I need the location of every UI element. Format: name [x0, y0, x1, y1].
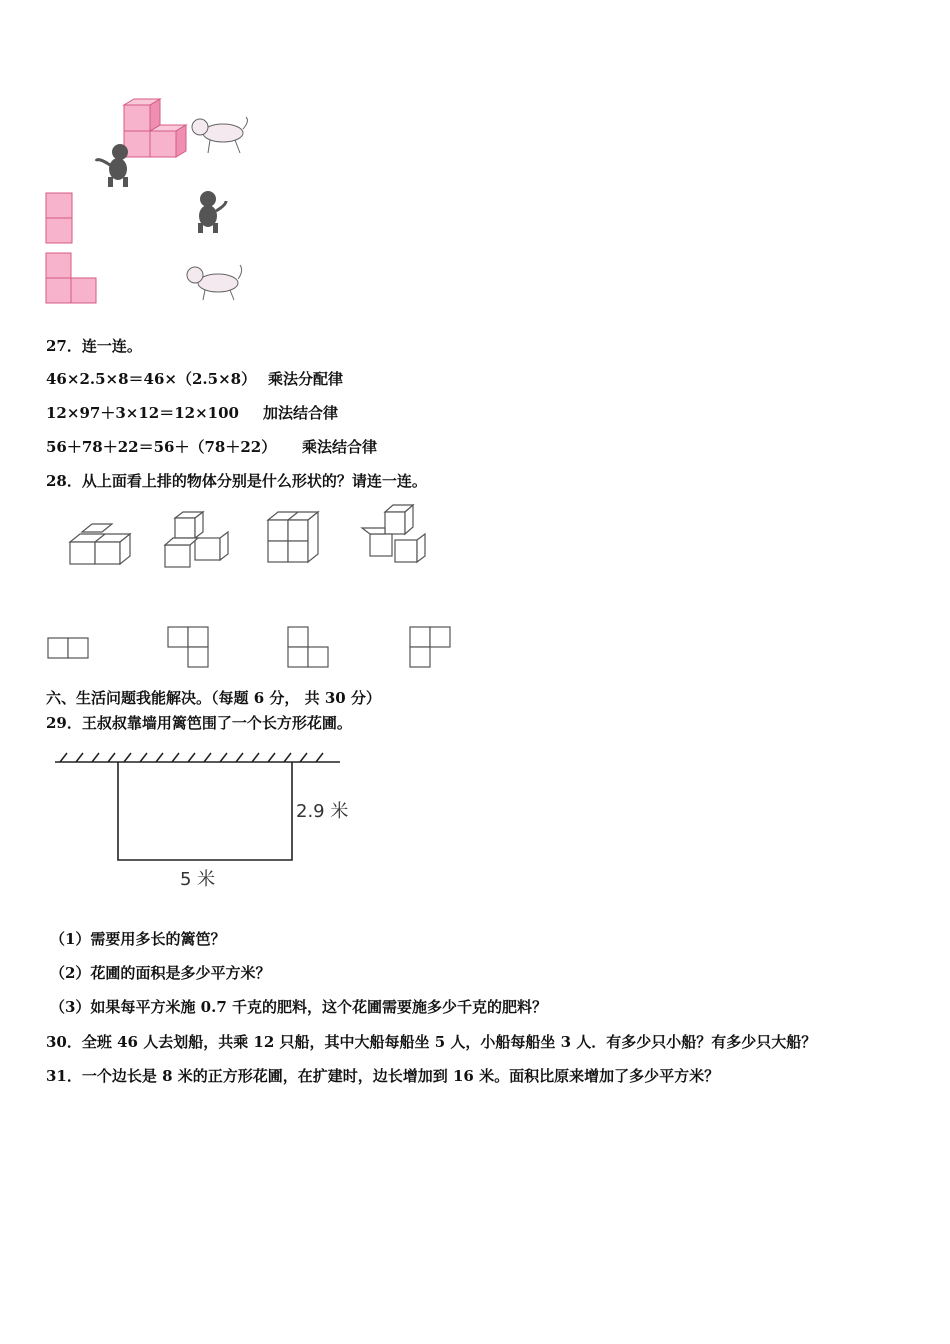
q30-text: 30．全班 46 人去划船，共乘 12 只船，其中大船每船坐 5 人，小船每船坐 3 人．有多少只小船？有多少只大船？ — [46, 1033, 817, 1051]
q28-title: 28．从上面看上排的物体分别是什么形状的？请连一连。 — [46, 472, 427, 490]
q29-sub1: （1）需要用多长的篱笆？ — [50, 930, 226, 948]
view-option-b — [46, 253, 96, 303]
fence-diagram — [50, 745, 370, 895]
q27-title: 27．连一连。 — [46, 337, 142, 355]
wall-line — [55, 753, 340, 762]
cube-stack-illustration — [40, 95, 260, 310]
monkey-icon — [96, 144, 128, 187]
q27-row1-left: 46×2.5×8＝46×（2.5×8） — [46, 370, 257, 388]
object-3 — [268, 512, 318, 562]
view-option-a — [46, 193, 72, 243]
q29-title: 29．王叔叔靠墙用篱笆围了一个长方形花圃。 — [46, 714, 352, 732]
top-view-b — [168, 627, 208, 667]
monkey-icon-right — [198, 191, 226, 233]
q27-row3-left: 56＋78＋22＝56＋（78＋22） — [46, 438, 277, 456]
q28-figure — [40, 500, 470, 675]
height-label: 2.9 米 — [296, 801, 349, 822]
top-view-c — [288, 627, 328, 667]
cube-view-figure — [40, 95, 260, 310]
dog-icon-bottom — [187, 265, 242, 300]
top-view-d — [410, 627, 450, 667]
object-4 — [362, 505, 425, 562]
garden-rectangle — [118, 762, 292, 860]
q29-sub2: （2）花圃的面积是多少平方米？ — [50, 964, 271, 982]
dog-icon — [192, 117, 247, 153]
pink-cube-stack — [124, 99, 186, 157]
q28-cube-drawings — [40, 500, 470, 675]
q31-text: 31．一个边长是 8 米的正方形花圃，在扩建时，边长增加到 16 米。面积比原来增加了多少平方米？ — [46, 1067, 720, 1085]
q27-row2-left: 12×97＋3×12＝12×100 — [46, 404, 239, 422]
top-view-a — [48, 638, 88, 658]
q27-row2-right: 加法结合律 — [263, 404, 339, 422]
object-1 — [70, 524, 130, 564]
q29-sub3: （3）如果每平方米施 0.7 千克的肥料，这个花圃需要施多少千克的肥料？ — [50, 998, 547, 1016]
q27-row3-right: 乘法结合律 — [302, 438, 378, 456]
object-2 — [165, 512, 228, 567]
q29-figure — [50, 745, 370, 895]
section-heading: 六、生活问题我能解决。（每题 6 分， 共 30 分） — [46, 689, 381, 707]
width-label: 5 米 — [180, 869, 216, 890]
q27-row1-right: 乘法分配律 — [268, 370, 344, 388]
